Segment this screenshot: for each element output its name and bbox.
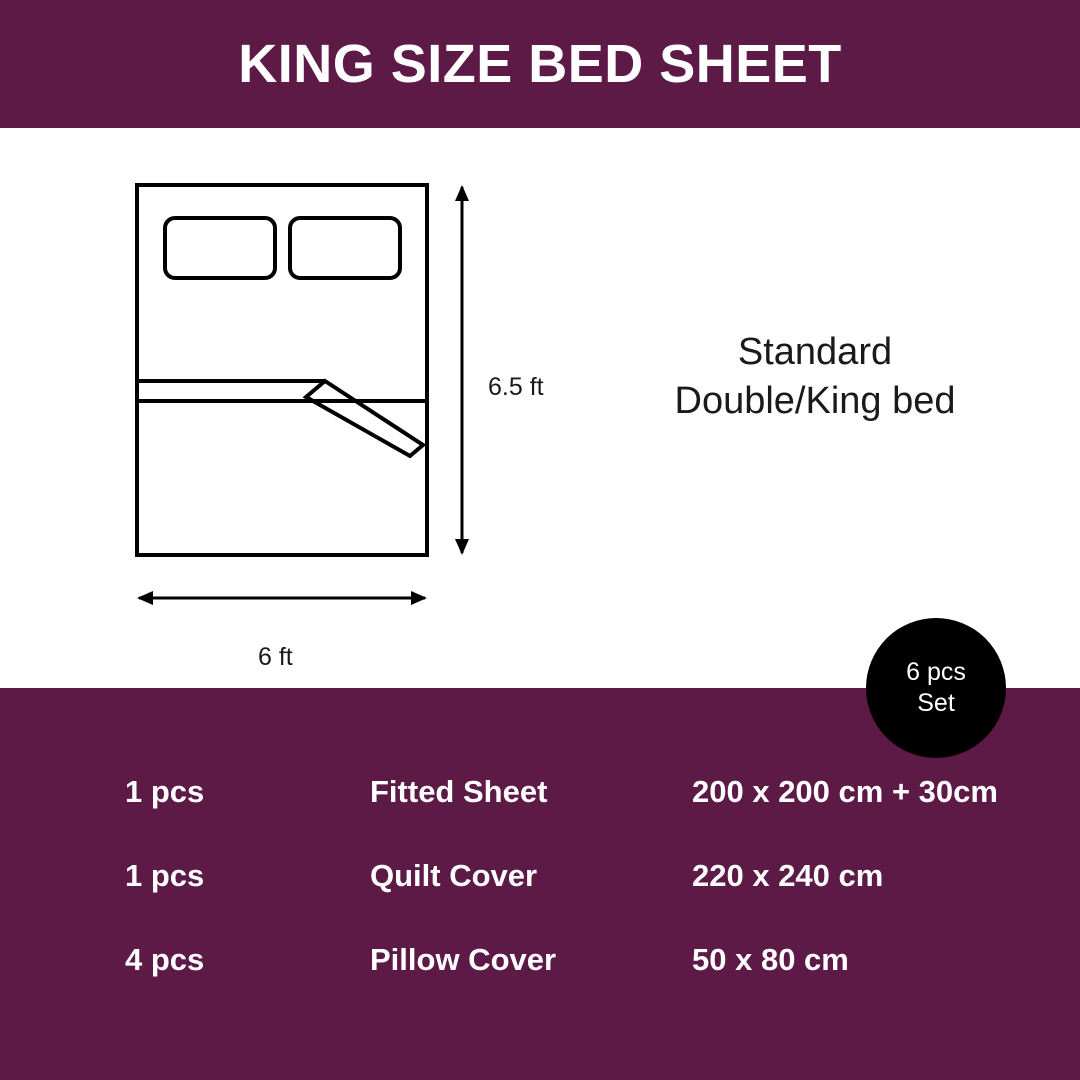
header-banner [0, 0, 1080, 128]
bed-caption [600, 328, 1030, 427]
bed-top-view-icon [110, 173, 510, 663]
set-count-badge [866, 618, 1006, 758]
spec-item-name: Pillow Cover [370, 942, 557, 977]
spec-item-size: 220 x 240 cm [692, 858, 884, 893]
spec-row [0, 770, 1080, 814]
spec-row [0, 854, 1080, 898]
dimension-height-label: 6.5 ft [488, 373, 544, 401]
spec-item-size: 200 x 200 cm + 30cm [692, 774, 998, 809]
spec-item-size: 50 x 80 cm [692, 942, 849, 977]
spec-row [0, 938, 1080, 982]
spec-quantity: 4 pcs [125, 942, 205, 977]
spec-quantity: 1 pcs [125, 774, 205, 809]
bed-caption-line-1: Standard [737, 331, 893, 373]
badge-line-2: Set [917, 689, 955, 717]
page-title: KING SIZE BED SHEET [238, 34, 842, 94]
spec-item-name: Quilt Cover [370, 858, 538, 893]
dimension-width-label: 6 ft [258, 643, 293, 671]
spec-quantity: 1 pcs [125, 858, 205, 893]
spec-item-name: Fitted Sheet [370, 774, 548, 809]
diagram-area [0, 128, 1080, 688]
bed-caption-line-2: Double/King bed [674, 380, 956, 423]
badge-line-1: 6 pcs [906, 657, 966, 686]
